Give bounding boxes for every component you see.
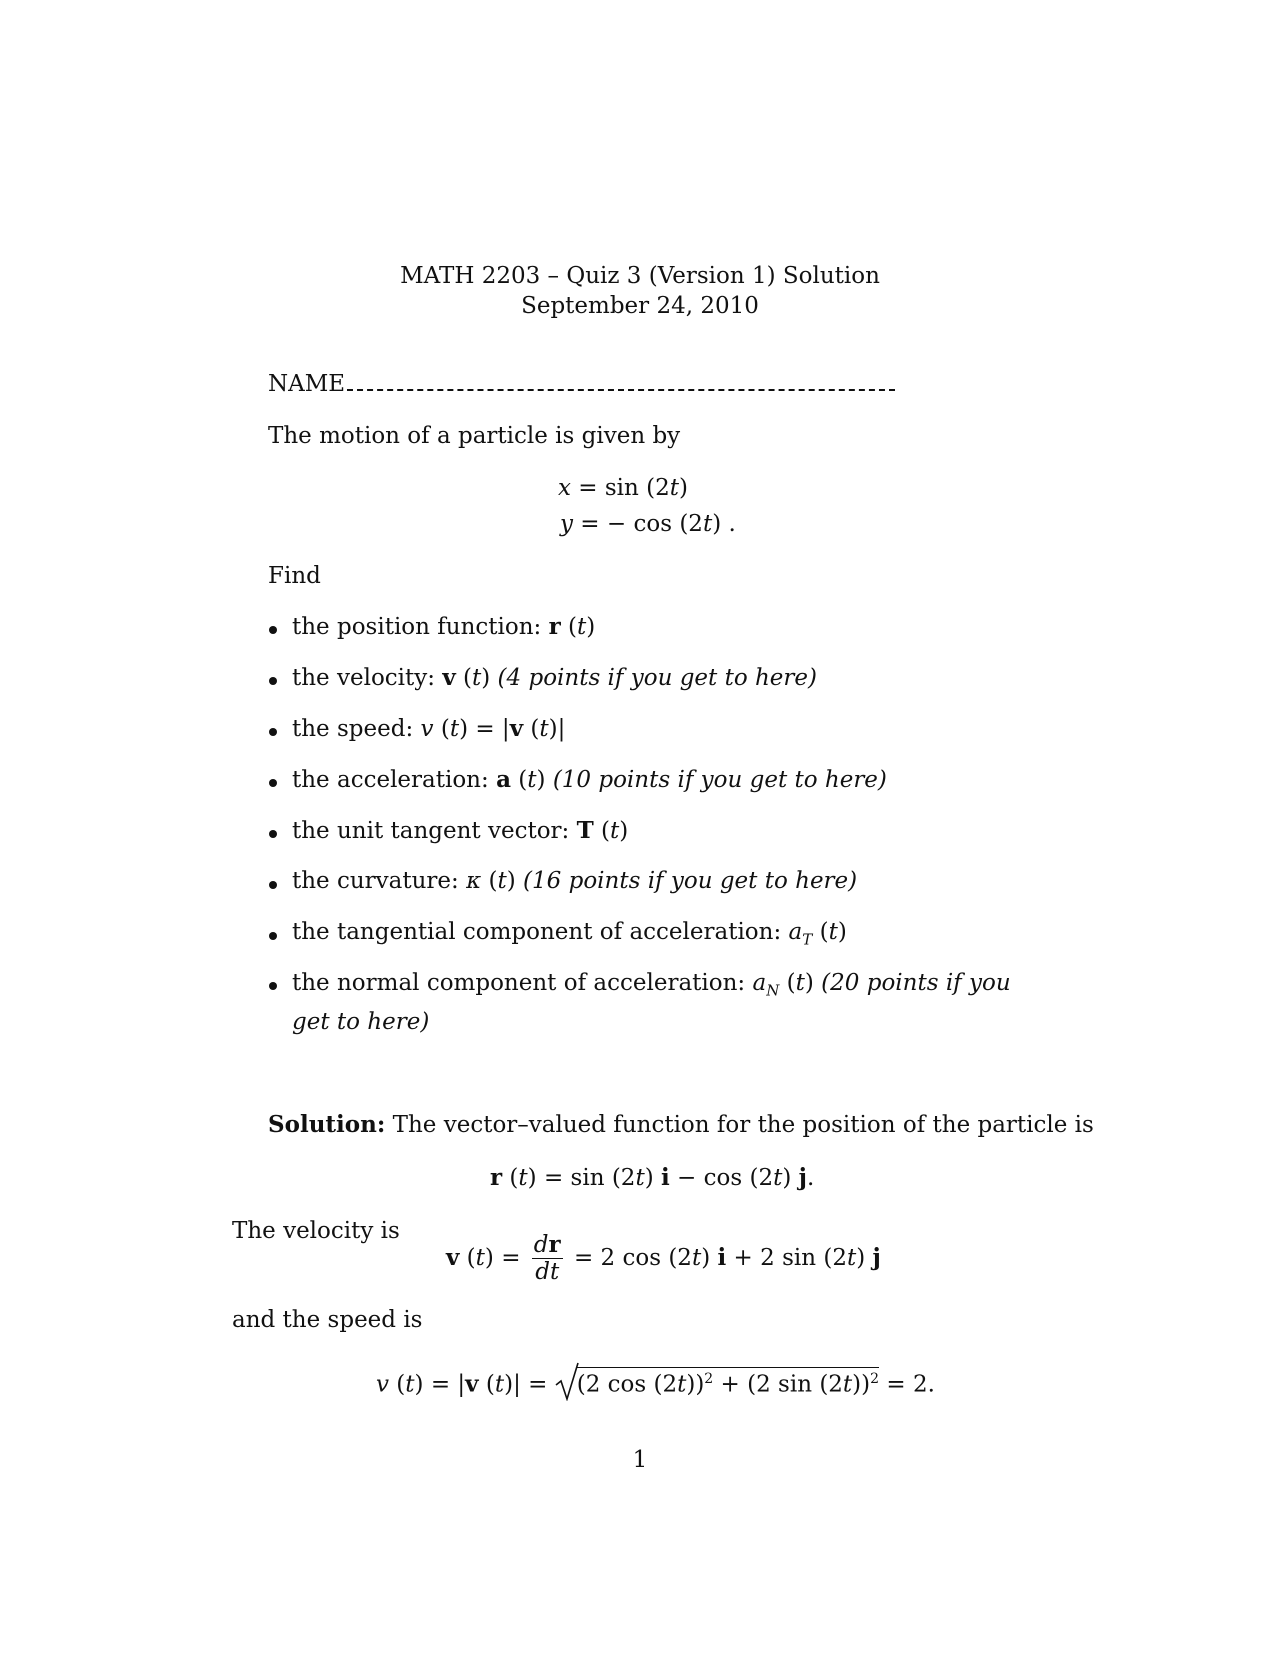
bullet-icon (267, 671, 281, 685)
bullet-icon (267, 875, 281, 889)
intro-text: The motion of a particle is given by (268, 423, 681, 449)
velocity-equation: v (t) = $\frac{dr}{dt}$ = 2 cos (2t) i + 2 sin (2t) j (446, 1231, 881, 1286)
find-label: Find (268, 563, 321, 589)
bullet-icon (267, 722, 281, 736)
list-item: the position function: r (t) (292, 613, 596, 640)
equation-y: y = − cos (2t) . (560, 511, 736, 537)
name-field (268, 370, 895, 400)
square-root: (2 cos (2t))$^2$ + (2 sin (2t))$^2$ (555, 1367, 879, 1401)
document-date: September 24, 2010 (521, 293, 759, 319)
solution-intro: Solution: The vector–valued function for the position of the particle is (268, 1111, 1094, 1138)
bullet-icon (267, 824, 281, 838)
radical-icon (555, 1361, 579, 1401)
list-item: the tangential component of acceleration: $a_T$ (t) (292, 919, 847, 949)
bullet-icon (267, 926, 281, 940)
page-number: 1 (632, 1447, 648, 1473)
list-item: the velocity: v (t) (4 points if you get to here) (292, 664, 817, 691)
name-label: NAME (268, 371, 346, 397)
position-equation: r (t) = sin (2t) i − cos (2t) j. (490, 1164, 815, 1191)
name-underline (347, 389, 895, 391)
bullet-icon (267, 620, 281, 634)
list-item: the unit tangent vector: T (t) (292, 817, 629, 844)
document-title: MATH 2203 – Quiz 3 (Version 1) Solution (400, 263, 880, 289)
list-item: the acceleration: a (t) (10 points if you get to here) (292, 766, 887, 793)
list-item: the normal component of acceleration: $a_N$ (t) (20 points if you get to here) (292, 970, 1011, 1035)
derivative-fraction: $\frac{dr}{dt}$ (533, 1231, 561, 1286)
velocity-intro: The velocity is (232, 1218, 400, 1244)
list-item: the speed: v (t) = |v (t)| (292, 715, 566, 742)
solution-label: Solution: (268, 1111, 386, 1138)
speed-equation: v (t) = |v (t)| = (2 cos (2t))$^2$ + (2 sin (2t))$^2$ = 2. (376, 1367, 935, 1401)
bullet-icon (267, 976, 281, 990)
speed-intro: and the speed is (232, 1307, 423, 1333)
bullet-icon (267, 773, 281, 787)
list-item: the curvature: κ (t) (16 points if you get to here) (292, 868, 858, 894)
equation-x: x = sin (2t) (558, 475, 689, 501)
